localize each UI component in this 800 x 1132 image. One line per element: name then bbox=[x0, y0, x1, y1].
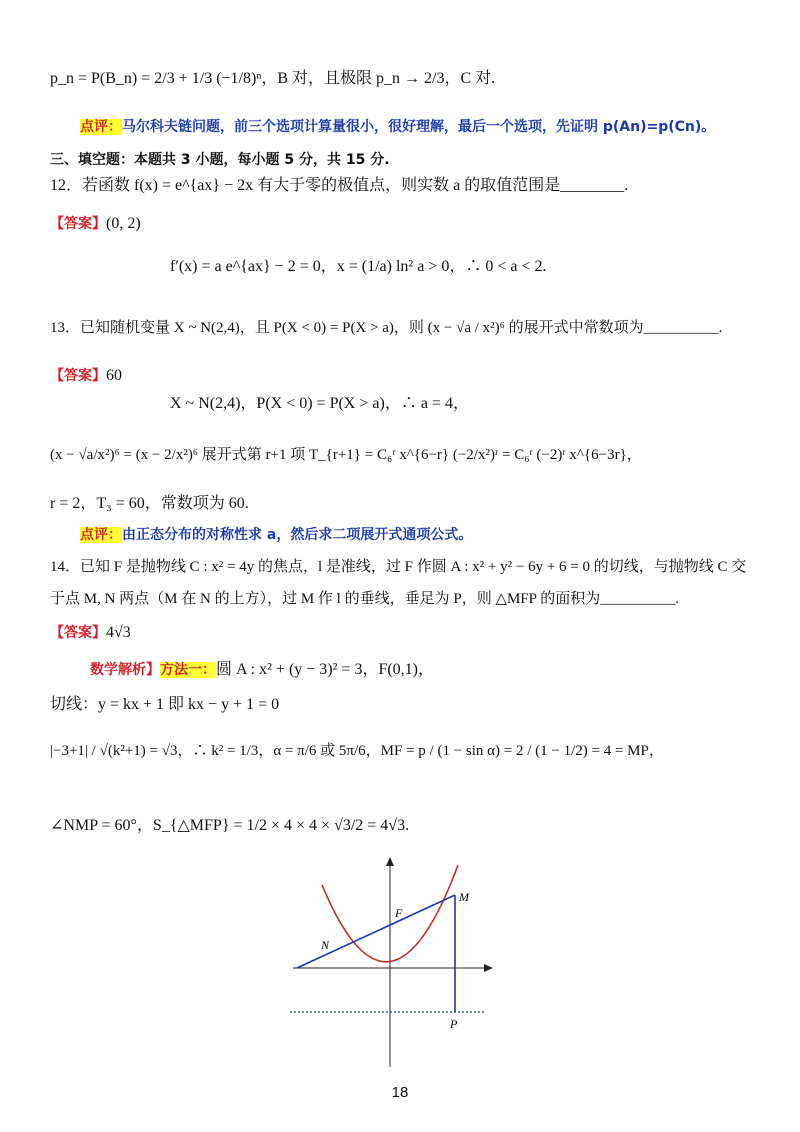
solution-12: f′(x) = a e^{ax} − 2 = 0，x = (1/a) ln² a > 0，∴ 0 < a < 2. bbox=[170, 258, 547, 275]
label-f: F bbox=[395, 906, 403, 920]
parabola-figure bbox=[285, 855, 495, 1070]
question-12: 12．若函数 f(x) = e^{ax} − 2x 有大于零的极值点，则实数 a 的取值范围是________. bbox=[50, 177, 629, 194]
y-axis-arrow-icon bbox=[386, 857, 394, 866]
comment-tag: 点评： bbox=[80, 527, 122, 543]
label-m: M bbox=[459, 890, 469, 904]
circle-equation: 圆 A : x² + (y − 3)² = 3，F(0,1)， bbox=[216, 661, 434, 678]
answer-14 bbox=[50, 622, 131, 644]
page-number: 18 bbox=[391, 1084, 409, 1101]
question-14-b: 于点 M, N 两点（M 在 N 的上方），过 M 作 l 的垂线，垂足为 P，则 △MFP 的面积为__________. bbox=[50, 591, 679, 607]
comment-text: 由正态分布的对称性求 a，然后求二项展开式通项公式。 bbox=[122, 527, 473, 543]
comment-tag: 点评： bbox=[80, 119, 122, 135]
label-n: N bbox=[321, 938, 330, 952]
x-axis-arrow-icon bbox=[484, 964, 493, 972]
distance-calc: |−3+1| / √(k²+1) = √3，∴ k² = 1/3，α = π/6 或 5π/6，MF = p / (1 − sin α) = 2 / (1 − 1/2) = 4 = MP， bbox=[50, 743, 664, 759]
answer-12 bbox=[50, 213, 141, 235]
answer-tag: 【答案】 bbox=[50, 625, 106, 641]
answer-tag: 【答案】 bbox=[50, 368, 106, 384]
analysis-header bbox=[90, 659, 434, 681]
answer-value: (0, 2) bbox=[106, 215, 141, 232]
answer-value: 4√3 bbox=[106, 624, 131, 641]
comment-markov bbox=[80, 116, 715, 138]
label-p: P bbox=[450, 1017, 458, 1031]
area-calc: ∠NMP = 60°，S_{△MFP} = 1/2 × 4 × 4 × √3/2 = 4√3. bbox=[50, 817, 410, 834]
line-pn: p_n = P(B_n) = 2/3 + 1/3 (−1/8)ⁿ，B 对，且极限 p_n → 2/3，C 对. bbox=[50, 70, 496, 87]
solution-13-b: (x − √a/x²)⁶ = (x − 2/x²)⁶ 展开式第 r+1 项 T_{r+1} = C₆ʳ x^{6−r} (−2/x²)ʳ = C₆ʳ (−2)ʳ x^{6−3r}， bbox=[50, 447, 642, 463]
tangent-line-nfm bbox=[297, 895, 455, 968]
method-one-tag: 方法一： bbox=[160, 662, 216, 678]
solution-13-c: r = 2，T₃ = 60，常数项为 60. bbox=[50, 495, 249, 512]
question-14-a: 14．已知 F 是抛物线 C : x² = 4y 的焦点，l 是准线，过 F 作圆 A : x² + y² − 6y + 6 = 0 的切线，与抛物线 C 交 bbox=[50, 559, 747, 575]
tangent-line: 切线：y = kx + 1 即 kx − y + 1 = 0 bbox=[50, 696, 280, 713]
comment-normal bbox=[80, 524, 472, 546]
solution-13-a: X ~ N(2,4)，P(X < 0) = P(X > a)，∴ a = 4， bbox=[170, 395, 469, 412]
section-fill-in: 三、填空题：本题共 3 小题，每小题 5 分，共 15 分. bbox=[50, 152, 390, 168]
analysis-tag: 数学解析】 bbox=[90, 662, 160, 678]
answer-tag: 【答案】 bbox=[50, 216, 106, 232]
answer-13 bbox=[50, 365, 122, 387]
question-13: 13．已知随机变量 X ~ N(2,4)，且 P(X < 0) = P(X > a)，则 (x − √a / x²)⁶ 的展开式中常数项为__________. bbox=[50, 320, 723, 336]
answer-value: 60 bbox=[106, 367, 122, 384]
comment-text: 马尔科夫链问题，前三个选项计算量很小，很好理解，最后一个选项，先证明 p(An)=p(Cn)。 bbox=[122, 119, 716, 135]
